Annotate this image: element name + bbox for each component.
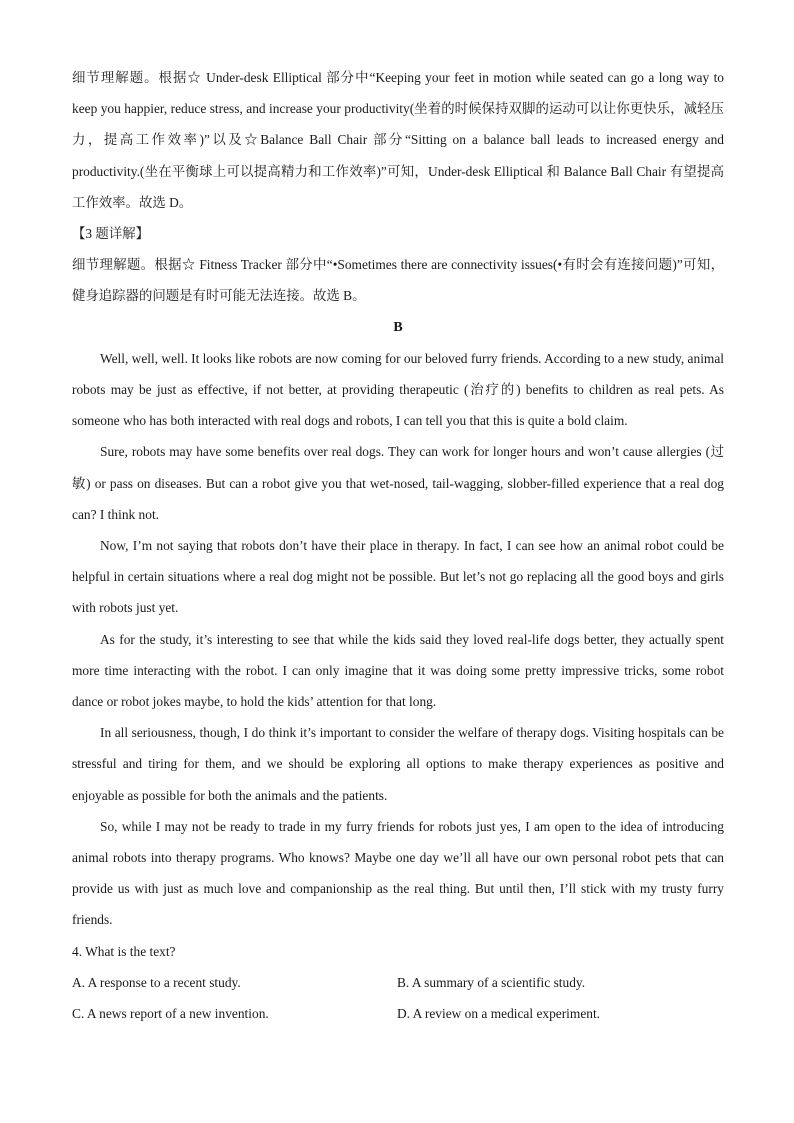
passage-paragraph-3: Now, I’m not saying that robots don’t have their place in therapy. In fact, I can see how an animal robot could be helpful in certain situations where a real dog might not be possible. But let’s not go replacing all the good boys and girls with robots just yet. bbox=[72, 538, 724, 616]
passage-paragraph-4: As for the study, it’s interesting to see that while the kids said they loved real-life dogs better, they actually spent more time interacting with the robot. I can only imagine that it was doing some pretty impressive tricks, some robot dance or robot jokes maybe, to hold the kids’ attention for that long. bbox=[72, 631, 724, 710]
document-page bbox=[72, 62, 724, 1029]
passage-paragraph-5: In all seriousness, though, I do think it’s important to consider the welfare of therapy dogs. Visiting hospitals can be stressful and tiring for them, and we should be exploring all options to make therapy experiences as positive and enjoyable as possible for both the animals and the patients. bbox=[72, 725, 724, 803]
option-a: A. A response to a recent study. bbox=[72, 974, 241, 990]
answer-options bbox=[72, 967, 724, 1029]
passage-paragraph-2: Sure, robots may have some benefits over real dogs. They can work for longer hours and won’t cause allergies (过敏) or pass on diseases. But can a robot give you that wet-nosed, tail-wagging, slobber-filled experience that a real dog can? I think not. bbox=[72, 444, 724, 522]
passage-paragraph-6: So, while I may not be ready to trade in my furry friends for robots just yes, I am open to the idea of introducing animal robots into therapy programs. Who knows? Maybe one day we’ll all have our own personal robot pets that can provide us with just as much love and companionship as the real thing. But until then, I’ll stick with my trusty furry friends. bbox=[72, 818, 724, 928]
heading-q3: 【3 题详解】 bbox=[72, 226, 149, 242]
question-4: 4. What is the text? bbox=[72, 943, 176, 959]
explanation-q2: 细节理解题。根据☆ Under-desk Elliptical 部分中“Keeping your feet in motion while seated can go a long way to keep you happier, reduce stress, and increase your productivity(坐着的时候保持双脚的运动可以让你更快乐，减轻压力，提高工作效率)”以及☆Balance Ball Chair 部分“Sitting on a balance ball leads to increased energy and productivity.(坐在平衡球上可以提高精力和工作效率)”可知，Under-desk Elliptical 和 Balance Ball Chair 有望提高工作效率。故选 D。 bbox=[72, 70, 724, 210]
option-d: D. A review on a medical experiment. bbox=[397, 1006, 601, 1022]
option-b: B. A summary of a scientific study. bbox=[397, 974, 586, 990]
explanation-q3: 细节理解题。根据☆ Fitness Tracker 部分中“•Sometimes there are connectivity issues(•有时会有连接问题)”可知，健身追踪器的问题是有时可能无法连接。故选 B。 bbox=[72, 257, 724, 304]
section-letter: B bbox=[393, 319, 403, 335]
option-c: C. A news report of a new invention. bbox=[72, 1006, 269, 1022]
passage-paragraph-1: Well, well, well. It looks like robots are now coming for our beloved furry friends. According to a new study, animal robots may be just as effective, if not better, at providing therapeutic (治疗的) benefits to children as real pets. As someone who has both interacted with real dogs and robots, I can tell you that this is quite a bold claim. bbox=[72, 350, 724, 429]
